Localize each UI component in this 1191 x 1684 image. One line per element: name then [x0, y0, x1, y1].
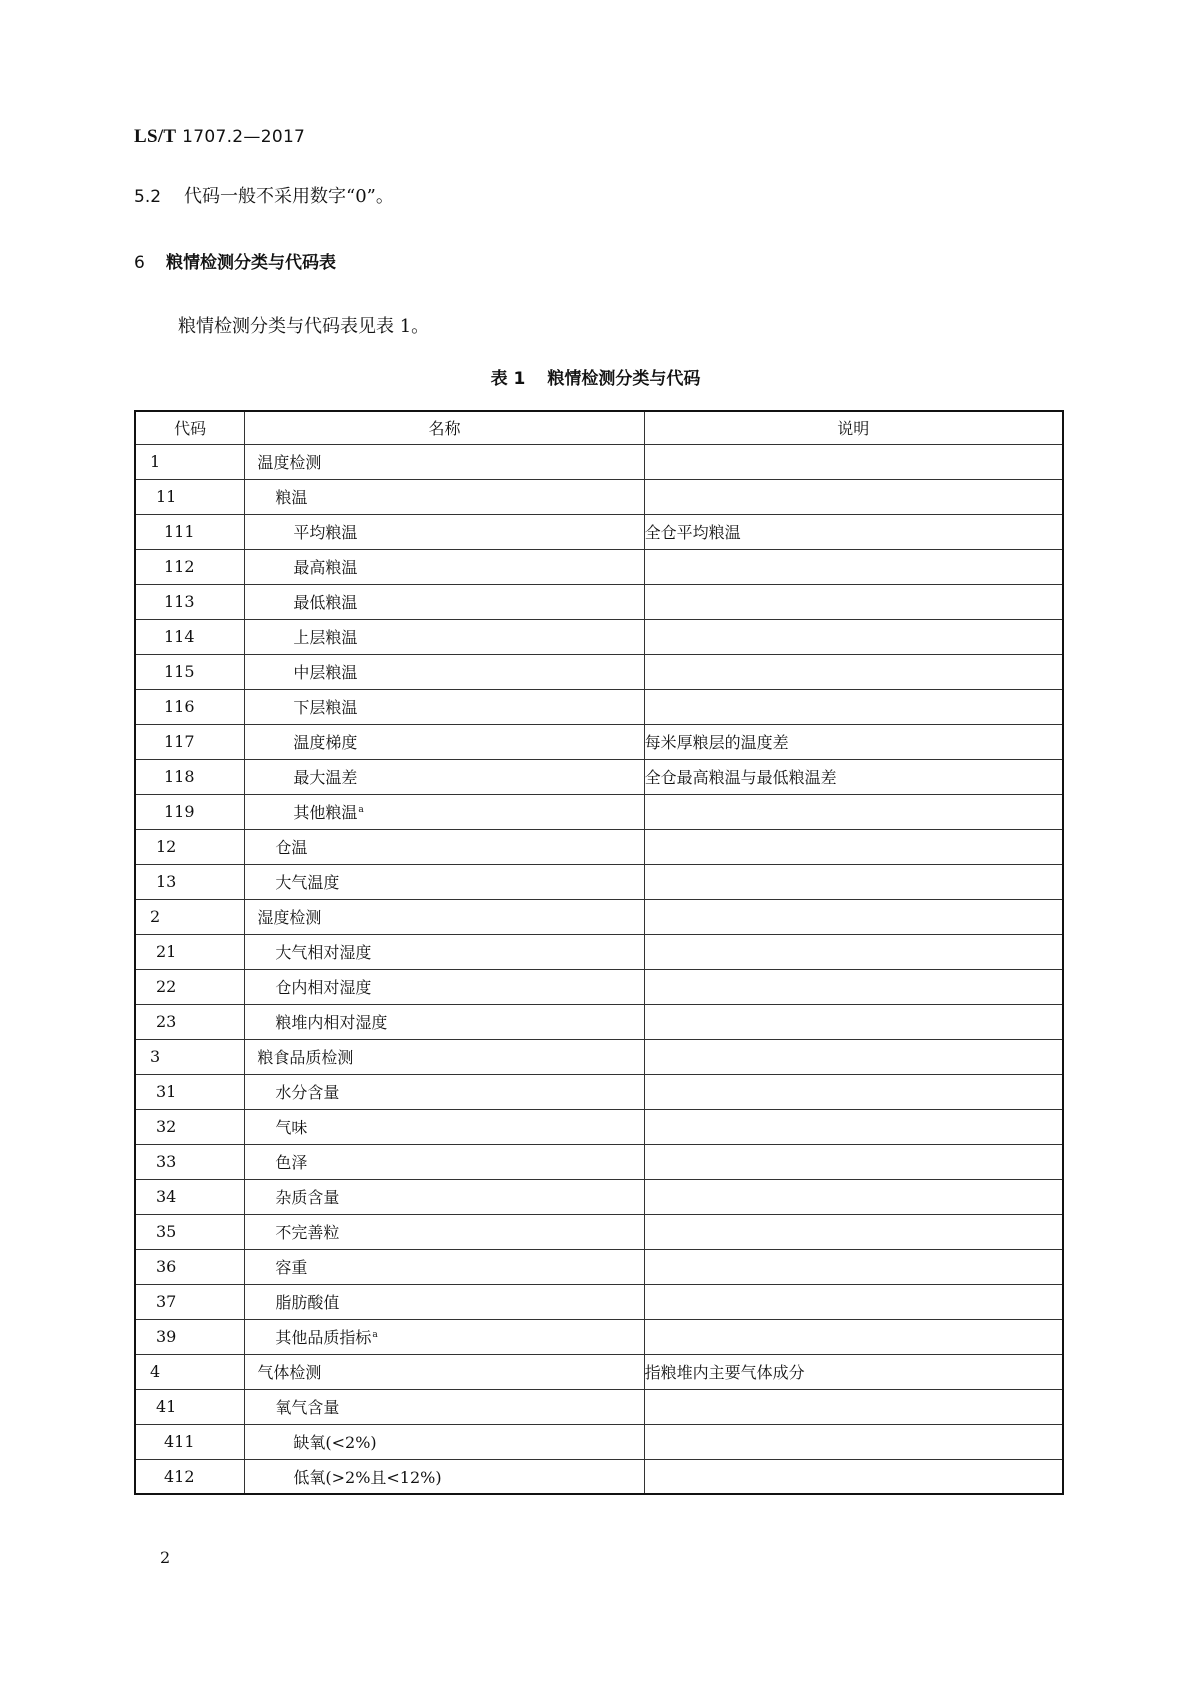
- table-row: [135, 584, 1063, 619]
- cell-name: [245, 899, 644, 934]
- section-number: 6: [134, 253, 145, 273]
- cell-code: 36: [135, 1249, 245, 1284]
- cell-name: [245, 1284, 644, 1319]
- cell-name: [245, 1039, 644, 1074]
- cell-code: 116: [135, 689, 245, 724]
- cell-note: 指粮堆内主要气体成分: [644, 1354, 1063, 1389]
- cell-code: 115: [135, 654, 245, 689]
- cell-name-text: 低氧(>2%且<12%): [293, 1467, 442, 1487]
- cell-name-text: 大气温度: [275, 873, 340, 892]
- cell-note: [644, 479, 1063, 514]
- cell-code: 117: [135, 724, 245, 759]
- cell-code: 13: [135, 864, 245, 899]
- table-row: [135, 654, 1063, 689]
- footnote-marker: a: [358, 805, 364, 815]
- cell-name-text: 其他粮温: [293, 803, 358, 822]
- table-row: [135, 1074, 1063, 1109]
- cell-name: [245, 1179, 644, 1214]
- cell-name-text: 下层粮温: [293, 698, 358, 717]
- cell-name-text: 缺氧(<2%): [293, 1433, 377, 1452]
- cell-name: [245, 1144, 644, 1179]
- table-row: [135, 1109, 1063, 1144]
- cell-name: [245, 794, 644, 829]
- cell-code: 1: [135, 444, 245, 479]
- table-row: [135, 1004, 1063, 1039]
- cell-name-text: 温度检测: [257, 453, 322, 472]
- table-row: [135, 1039, 1063, 1074]
- cell-note: [644, 1214, 1063, 1249]
- cell-code: 111: [135, 514, 245, 549]
- cell-note: 每米厚粮层的温度差: [644, 724, 1063, 759]
- cell-code: 41: [135, 1389, 245, 1424]
- cell-code: 112: [135, 549, 245, 584]
- cell-code: 32: [135, 1109, 245, 1144]
- cell-code: 113: [135, 584, 245, 619]
- cell-code: 11: [135, 479, 245, 514]
- clause-number: 5.2: [134, 187, 162, 207]
- table-row: [135, 1144, 1063, 1179]
- cell-name-text: 粮温: [275, 488, 308, 507]
- cell-name: [245, 584, 644, 619]
- cell-code: 411: [135, 1424, 245, 1459]
- cell-name: [245, 934, 644, 969]
- table-body: [135, 444, 1063, 1494]
- cell-code: 33: [135, 1144, 245, 1179]
- table-row: [135, 724, 1063, 759]
- table-row: [135, 864, 1063, 899]
- cell-name-text: 湿度检测: [257, 908, 322, 927]
- clause-5-2: [134, 182, 394, 208]
- section-title: 粮情检测分类与代码表: [166, 253, 336, 273]
- cell-note: [644, 1004, 1063, 1039]
- cell-name-text: 粮食品质检测: [257, 1048, 354, 1067]
- standard-number: 1707.2—2017: [182, 127, 306, 147]
- cell-name-text: 最低粮温: [293, 593, 358, 612]
- cell-name: [245, 444, 644, 479]
- cell-note: [644, 969, 1063, 1004]
- cell-code: 31: [135, 1074, 245, 1109]
- cell-code: 3: [135, 1039, 245, 1074]
- cell-name: [245, 549, 644, 584]
- cell-code: 35: [135, 1214, 245, 1249]
- cell-name: [245, 1214, 644, 1249]
- table-row: [135, 479, 1063, 514]
- cell-name: [245, 1389, 644, 1424]
- cell-name-text: 仓温: [275, 838, 308, 857]
- cell-name: [245, 969, 644, 1004]
- table-row: [135, 549, 1063, 584]
- cell-name-text: 容重: [275, 1258, 308, 1277]
- table-row: [135, 1319, 1063, 1354]
- cell-note: [644, 1424, 1063, 1459]
- cell-note: [644, 864, 1063, 899]
- cell-note: [644, 1109, 1063, 1144]
- cell-note: 全仓最高粮温与最低粮温差: [644, 759, 1063, 794]
- cell-note: [644, 1459, 1063, 1494]
- cell-name: [245, 864, 644, 899]
- table-row: [135, 1459, 1063, 1494]
- cell-note: [644, 444, 1063, 479]
- cell-name: [245, 479, 644, 514]
- cell-note: [644, 654, 1063, 689]
- cell-name: [245, 619, 644, 654]
- cell-name-text: 气体检测: [257, 1363, 322, 1382]
- cell-code: 412: [135, 1459, 245, 1494]
- cell-name: [245, 514, 644, 549]
- cell-note: [644, 1074, 1063, 1109]
- table-row: [135, 899, 1063, 934]
- cell-note: [644, 1179, 1063, 1214]
- cell-note: [644, 1389, 1063, 1424]
- code-table: [134, 410, 1064, 1495]
- cell-code: 12: [135, 829, 245, 864]
- cell-code: 2: [135, 899, 245, 934]
- cell-name: [245, 1424, 644, 1459]
- cell-code: 114: [135, 619, 245, 654]
- table-row: [135, 794, 1063, 829]
- cell-note: [644, 899, 1063, 934]
- table-row: [135, 619, 1063, 654]
- footnote-marker: a: [372, 1330, 378, 1340]
- cell-name-text: 平均粮温: [293, 523, 358, 542]
- cell-name-text: 最高粮温: [293, 558, 358, 577]
- cell-name-text: 粮堆内相对湿度: [275, 1013, 388, 1032]
- cell-note: [644, 1144, 1063, 1179]
- clause-text: 代码一般不采用数字“0”。: [184, 186, 394, 207]
- table-row: [135, 1354, 1063, 1389]
- cell-name-text: 脂肪酸值: [275, 1293, 340, 1312]
- cell-note: [644, 934, 1063, 969]
- table-row: [135, 1249, 1063, 1284]
- cell-name-text: 水分含量: [275, 1083, 340, 1102]
- cell-code: 4: [135, 1354, 245, 1389]
- cell-name: [245, 1319, 644, 1354]
- cell-name-text: 杂质含量: [275, 1188, 340, 1207]
- cell-note: [644, 549, 1063, 584]
- cell-name: [245, 689, 644, 724]
- table-row: [135, 934, 1063, 969]
- cell-name-text: 氧气含量: [275, 1398, 340, 1417]
- column-header-note: 说明: [644, 411, 1063, 444]
- cell-code: 23: [135, 1004, 245, 1039]
- table-row: [135, 1284, 1063, 1319]
- column-header-name: 名称: [245, 411, 644, 444]
- cell-name: [245, 759, 644, 794]
- cell-code: 119: [135, 794, 245, 829]
- cell-note: [644, 1319, 1063, 1354]
- standard-header: [134, 126, 305, 148]
- table-header-row: [135, 411, 1063, 444]
- cell-name-text: 上层粮温: [293, 628, 358, 647]
- cell-note: [644, 584, 1063, 619]
- table-label: 表 1: [490, 369, 526, 389]
- cell-note: [644, 619, 1063, 654]
- table-row: [135, 969, 1063, 1004]
- cell-note: [644, 794, 1063, 829]
- section-6-heading: [134, 248, 336, 273]
- cell-code: 118: [135, 759, 245, 794]
- table-row: [135, 829, 1063, 864]
- cell-name: [245, 1354, 644, 1389]
- table-row: [135, 1389, 1063, 1424]
- table-row: [135, 514, 1063, 549]
- table-row: [135, 689, 1063, 724]
- cell-name: [245, 1004, 644, 1039]
- intro-paragraph: 粮情检测分类与代码表见表 1。: [178, 316, 430, 337]
- cell-code: 39: [135, 1319, 245, 1354]
- cell-note: [644, 829, 1063, 864]
- table-caption: [0, 364, 1191, 389]
- table-row: [135, 1214, 1063, 1249]
- cell-note: [644, 1039, 1063, 1074]
- cell-code: 34: [135, 1179, 245, 1214]
- cell-name-text: 最大温差: [293, 768, 358, 787]
- cell-note: [644, 1284, 1063, 1319]
- cell-name: [245, 1249, 644, 1284]
- cell-name: [245, 724, 644, 759]
- cell-name-text: 气味: [275, 1118, 308, 1137]
- cell-note: 全仓平均粮温: [644, 514, 1063, 549]
- cell-name-text: 温度梯度: [293, 733, 358, 752]
- cell-note: [644, 689, 1063, 724]
- cell-code: 37: [135, 1284, 245, 1319]
- cell-code: 22: [135, 969, 245, 1004]
- column-header-code: 代码: [135, 411, 245, 444]
- table-row: [135, 444, 1063, 479]
- table-row: [135, 1179, 1063, 1214]
- cell-name: [245, 1459, 644, 1494]
- page-number: 2: [160, 1548, 171, 1567]
- cell-name: [245, 654, 644, 689]
- cell-name-text: 色泽: [275, 1153, 308, 1172]
- table-title: 粮情检测分类与代码: [547, 369, 701, 389]
- cell-name: [245, 1074, 644, 1109]
- cell-note: [644, 1249, 1063, 1284]
- cell-code: 21: [135, 934, 245, 969]
- cell-name-text: 仓内相对湿度: [275, 978, 372, 997]
- cell-name-text: 其他品质指标: [275, 1328, 372, 1347]
- cell-name-text: 不完善粒: [275, 1223, 340, 1242]
- table-row: [135, 1424, 1063, 1459]
- standard-prefix: LS/T: [134, 126, 177, 147]
- table-row: [135, 759, 1063, 794]
- cell-name: [245, 1109, 644, 1144]
- cell-name-text: 大气相对湿度: [275, 943, 372, 962]
- cell-name-text: 中层粮温: [293, 663, 358, 682]
- cell-name: [245, 829, 644, 864]
